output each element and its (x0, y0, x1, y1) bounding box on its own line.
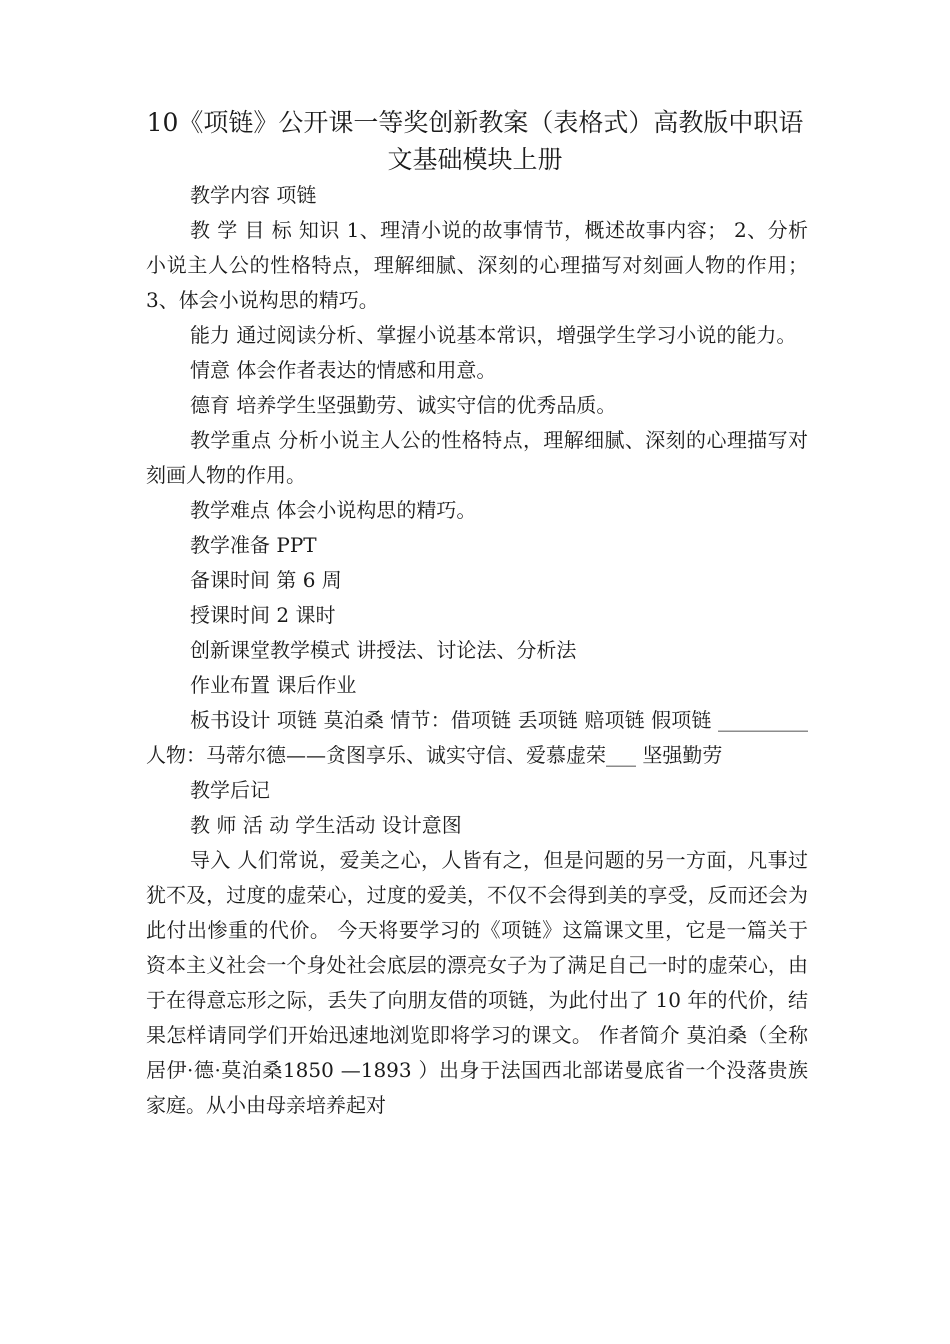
document-body (146, 178, 808, 1123)
paragraph-difficulties: 教学难点 体会小说构思的精巧。 (190, 498, 477, 522)
paragraph-class-time: 授课时间 2 课时 (190, 603, 336, 627)
paragraph-introduction: 导入 人们常说，爱美之心，人皆有之，但是问题的另一方面，凡事过犹不及，过度的虚荣心，过度的爱美，不仅不会得到美的享受，反而还会为此付出惨重的代价。 今天将要学习的《项链》这篇课文里，它是一篇关于资本主义社会一个身处社会底层的漂亮女子为了满足自己一时的虚荣心，由于在得意忘形之际，丢失了向朋友借的项链，为此付出了 10 年的代价，结果怎样请同学们开始迅速地浏览即将学习的课文。 作者简介 莫泊桑（全称居伊·德·莫泊桑1850 —1893 ）出身于法国西北部诺曼底省一个没落贵族家庭。从小由母亲培养起对 (146, 848, 808, 1117)
paragraph-prep-time: 备课时间 第 6 周 (190, 568, 342, 592)
paragraph-moral: 德育 培养学生坚强勤劳、诚实守信的优秀品质。 (190, 393, 617, 417)
paragraph-board-design: 板书设计 项链 莫泊桑 情节：借项链 丢项链 赔项链 假项链 _________人物：马蒂尔德——贪图享乐、诚实守信、爱慕虚荣___ 坚强勤劳 (146, 708, 808, 767)
paragraph-postscript: 教学后记 (190, 778, 270, 802)
paragraph-homework: 作业布置 课后作业 (190, 673, 357, 697)
paragraph-ability: 能力 通过阅读分析、掌握小说基本常识，增强学生学习小说的能力。 (190, 323, 797, 347)
paragraph-activity-headers: 教 师 活 动 学生活动 设计意图 (190, 813, 462, 837)
paragraph-key-points: 教学重点 分析小说主人公的性格特点，理解细腻、深刻的心理描写对刻画人物的作用。 (146, 428, 808, 487)
paragraph-teaching-content: 教学内容 项链 (190, 183, 317, 207)
paragraph-preparation: 教学准备 PPT (190, 533, 317, 557)
paragraph-teaching-goals: 教 学 目 标 知识 1、理清小说的故事情节，概述故事内容； 2、分析小说主人公的性格特点，理解细腻、深刻的心理描写对刻画人物的作用； 3、体会小说构思的精巧。 (146, 218, 808, 312)
document-title: 10《项链》公开课一等奖创新教案（表格式）高教版中职语文基础模块上册 (146, 108, 804, 174)
paragraph-emotion: 情意 体会作者表达的情感和用意。 (190, 358, 497, 382)
paragraph-teaching-mode: 创新课堂教学模式 讲授法、讨论法、分析法 (190, 638, 577, 662)
